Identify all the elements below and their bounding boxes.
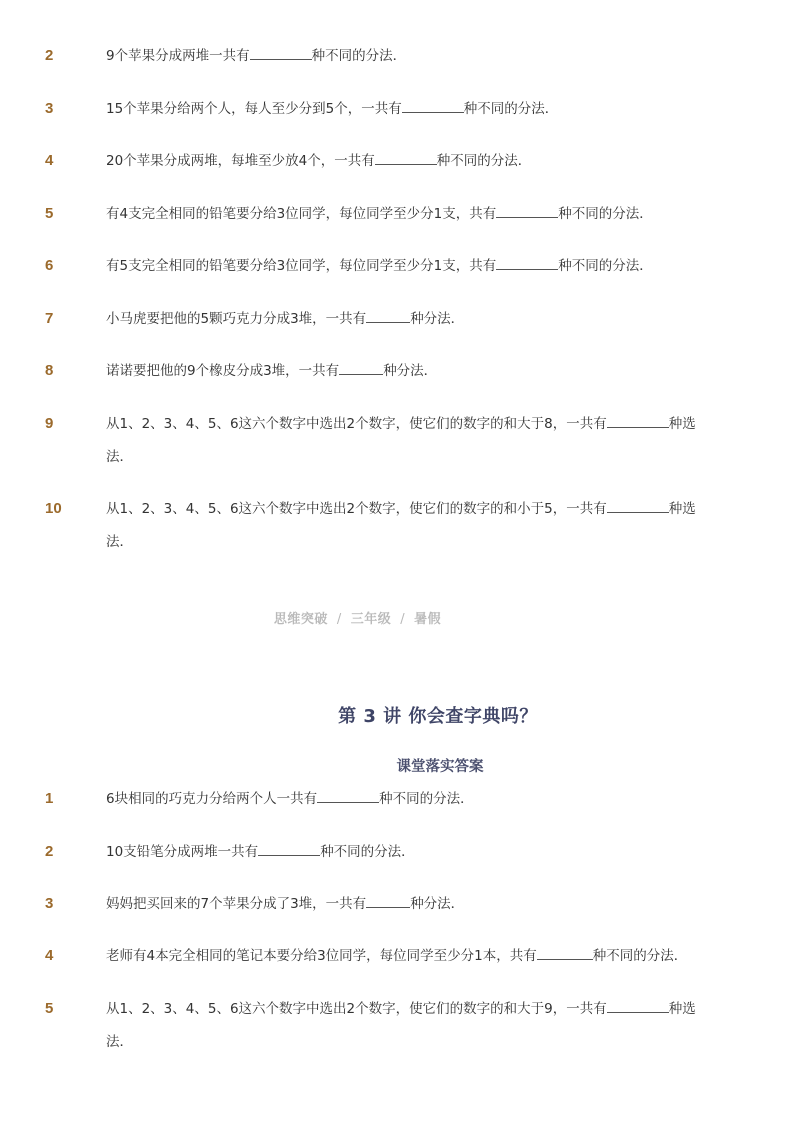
question-text: 诺诺要把他的9个橡皮分成3堆，一共有 种分法． (106, 355, 716, 388)
question-text: 小马虎要把他的5颗巧克力分成3堆，一共有 种分法． (106, 303, 716, 336)
question-text: 15个苹果分给两个人，每人至少分到5个，一共有 种不同的分法． (106, 93, 716, 126)
question-text: 妈妈把买回来的7个苹果分成了3堆，一共有 种分法． (106, 888, 716, 921)
question-number: 1 (45, 790, 54, 807)
question-number: 6 (45, 257, 54, 274)
question-number: 3 (45, 895, 54, 912)
answer-blank[interactable] (339, 360, 383, 375)
answer-blank[interactable] (496, 255, 558, 270)
question-number: 4 (45, 152, 54, 169)
question-text: 6块相同的巧克力分给两个人一共有 种不同的分法． (106, 783, 716, 816)
question-text: 从1、2、3、4、5、6这六个数字中选出2个数字，使它们的数字的和大于9，一共有 种选法． (106, 993, 716, 1059)
question-number: 5 (45, 205, 54, 222)
question-number: 3 (45, 100, 54, 117)
question-text: 9个苹果分成两堆一共有 种不同的分法． (106, 40, 716, 73)
lecture-title: 第 3 讲 你会查字典吗？ (338, 706, 538, 727)
question-number: 9 (45, 415, 54, 432)
answer-blank[interactable] (607, 413, 669, 428)
answer-blank[interactable] (496, 203, 558, 218)
question-text: 10支铅笔分成两堆一共有 种不同的分法． (106, 836, 716, 869)
question-number: 10 (45, 500, 62, 517)
answer-blank[interactable] (607, 998, 669, 1013)
footer-brand: 思维突破 (273, 612, 328, 627)
footer-term: 暑假 (414, 612, 442, 627)
answer-blank[interactable] (317, 788, 379, 803)
answer-blank[interactable] (375, 150, 437, 165)
question-number: 4 (45, 947, 54, 964)
answer-blank[interactable] (258, 841, 320, 856)
question-text: 老师有4本完全相同的笔记本要分给3位同学，每位同学至少分1本，共有 种不同的分法． (106, 940, 716, 973)
question-number: 8 (45, 362, 54, 379)
lecture-subtitle: 课堂落实答案 (396, 759, 484, 775)
question-number: 2 (45, 47, 54, 64)
answer-blank[interactable] (250, 45, 312, 60)
answer-blank[interactable] (366, 893, 410, 908)
question-number: 2 (45, 843, 54, 860)
footer-grade: 三年级 (350, 612, 392, 627)
footer-separator: / (336, 612, 342, 627)
answer-blank[interactable] (607, 498, 669, 513)
answer-blank[interactable] (366, 308, 410, 323)
question-text: 从1、2、3、4、5、6这六个数字中选出2个数字，使它们的数字的和大于8，一共有 种选法． (106, 408, 716, 474)
footer-separator: / (400, 612, 406, 627)
answer-blank[interactable] (402, 98, 464, 113)
question-text: 20个苹果分成两堆，每堆至少放4个，一共有 种不同的分法． (106, 145, 716, 178)
question-text: 有4支完全相同的铅笔要分给3位同学，每位同学至少分1支，共有 种不同的分法． (106, 198, 716, 231)
question-number: 5 (45, 1000, 54, 1017)
answer-blank[interactable] (537, 945, 593, 960)
question-number: 7 (45, 310, 54, 327)
question-text: 有5支完全相同的铅笔要分给3位同学，每位同学至少分1支，共有 种不同的分法． (106, 250, 716, 283)
page-footer (0, 608, 715, 627)
question-text: 从1、2、3、4、5、6这六个数字中选出2个数字，使它们的数字的和小于5，一共有 种选法． (106, 493, 716, 559)
